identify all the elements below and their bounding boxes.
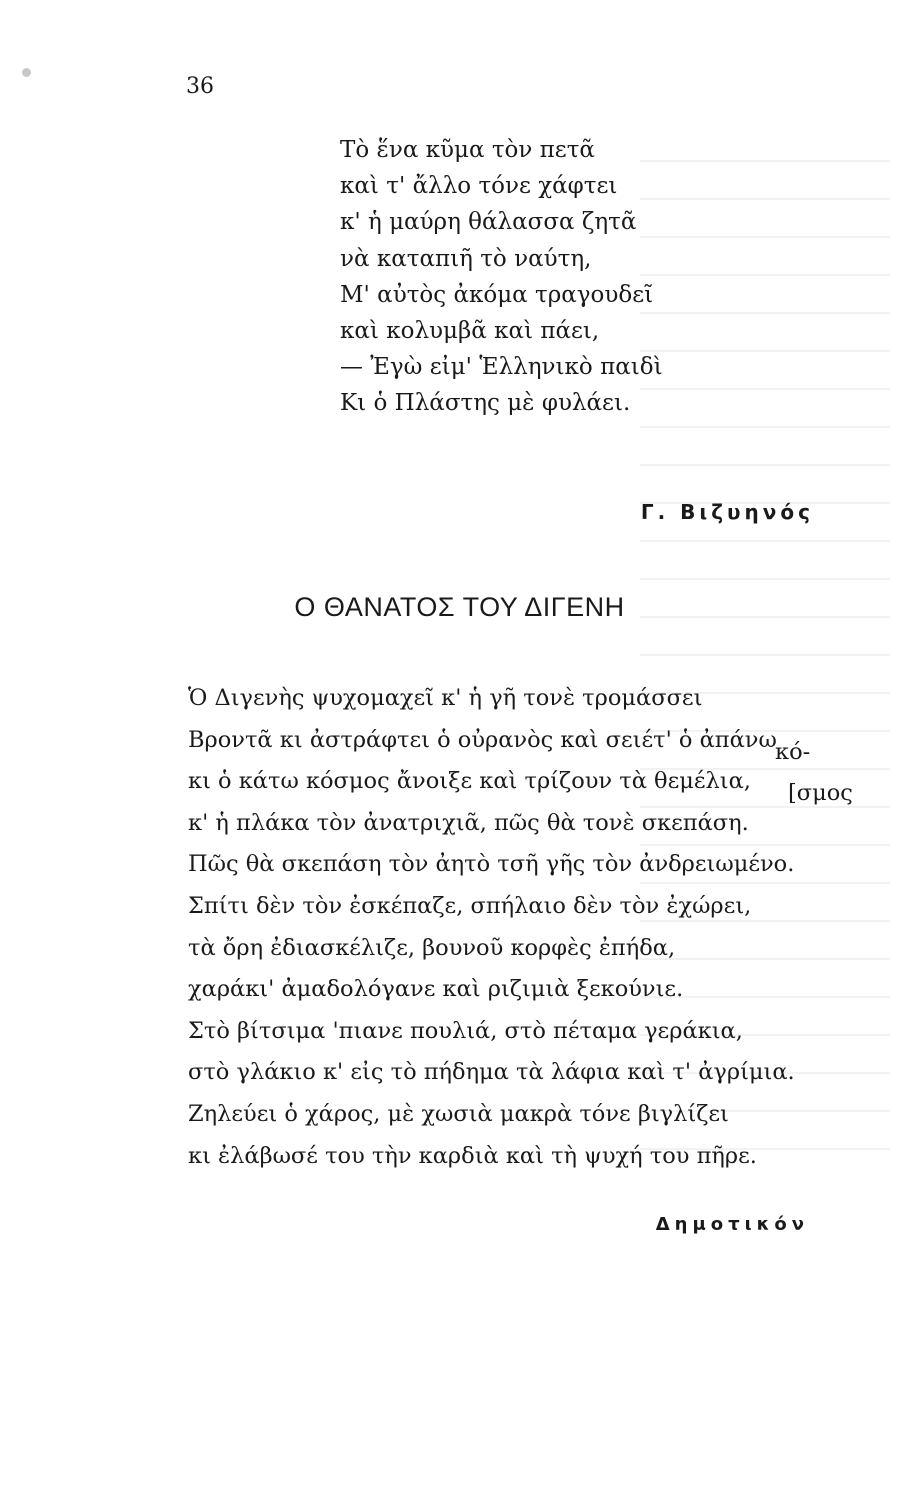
poem-1-line: καὶ κολυμβᾶ καὶ πάει, [340, 318, 600, 345]
poem-1-signature: Γ. Βιζυηνός [640, 500, 814, 524]
poem-2 [188, 678, 795, 1177]
poem-2-line: Βροντᾶ κι ἀστράφτει ὁ οὐρανὸς καὶ σειέτ' ὁ ἀπάνω [188, 726, 777, 753]
poem-2-line: Στὸ βίτσιμα 'πιανε πουλιά, στὸ πέταμα γεράκια, [188, 1017, 743, 1044]
poem-2-line: στὸ γλάκιο κ' εἰς τὸ πήδημα τὰ λάφια καὶ τ' ἀγρίμια. [188, 1059, 795, 1086]
poem-1-line: Μ' αὐτὸς ἀκόμα τραγουδεῖ [340, 281, 654, 308]
poem-2-line: τὰ ὄρη ἐδιασκέλιζε, βουνοῦ κορφὲς ἐπήδα, [188, 934, 676, 961]
poem-1-line: — Ἐγὼ εἰμ' Ἑλληνικὸ παιδὶ [340, 354, 663, 381]
poem-2-line: Σπίτι δὲν τὸν ἐσκέπαζε, σπήλαιο δὲν τὸν ἐχώρει, [188, 892, 752, 919]
poem-1 [340, 132, 663, 422]
poem-1-line: νὰ καταπιῆ τὸ ναύτη, [340, 245, 592, 272]
poem-2-signature: Δημοτικόν [655, 1214, 809, 1235]
poem-2-line: Ζηλεύει ὁ χάρος, μὲ χωσιὰ μακρὰ τόνε βιγλίζει [188, 1100, 729, 1127]
poem-2-line: χαράκι' ἀμαδολόγανε καὶ ριζιμιὰ ξεκούνιε. [188, 976, 684, 1003]
poem-2-line: κι ἐλάβωσέ του τὴν καρδιὰ καὶ τὴ ψυχή του πῆρε. [188, 1142, 757, 1169]
poem-1-line: Κι ὁ Πλάστης μὲ φυλάει. [340, 390, 631, 417]
poem-2-line: κι ὁ κάτω κόσμος ἄνοιξε καὶ τρίζουν τὰ θεμέλια, [188, 768, 751, 795]
poem-1-line: κ' ἡ μαύρη θάλασσα ζητᾶ [340, 209, 637, 236]
poem-1-line: καὶ τ' ἄλλο τόνε χάφτει [340, 173, 618, 200]
page-speck [22, 68, 31, 77]
poem-2-line: Πῶς θὰ σκεπάση τὸν ἀητὸ τσῆ γῆς τὸν ἀνδρειωμένο. [188, 851, 795, 878]
poem-2-line: Ὁ Διγενὴς ψυχομαχεῖ κ' ἡ γῆ τονὲ τρομάσσει [188, 685, 703, 711]
poem-2-line: κ' ἡ πλάκα τὸν ἀνατριχιᾶ, πῶς θὰ τονὲ σκεπάση. [188, 809, 749, 836]
poem-2-title: Ο ΘΑΝΑΤΟΣ ΤΟΥ ΔΙΓΕΝΗ [294, 592, 625, 622]
poem-1-line: Τὸ ἕνα κῦμα τὸν πετᾶ [340, 137, 595, 163]
line-wrap-fragment: [σμος [788, 780, 853, 806]
page-number: 36 [186, 74, 214, 99]
line-wrap-fragment: κό- [775, 739, 811, 765]
